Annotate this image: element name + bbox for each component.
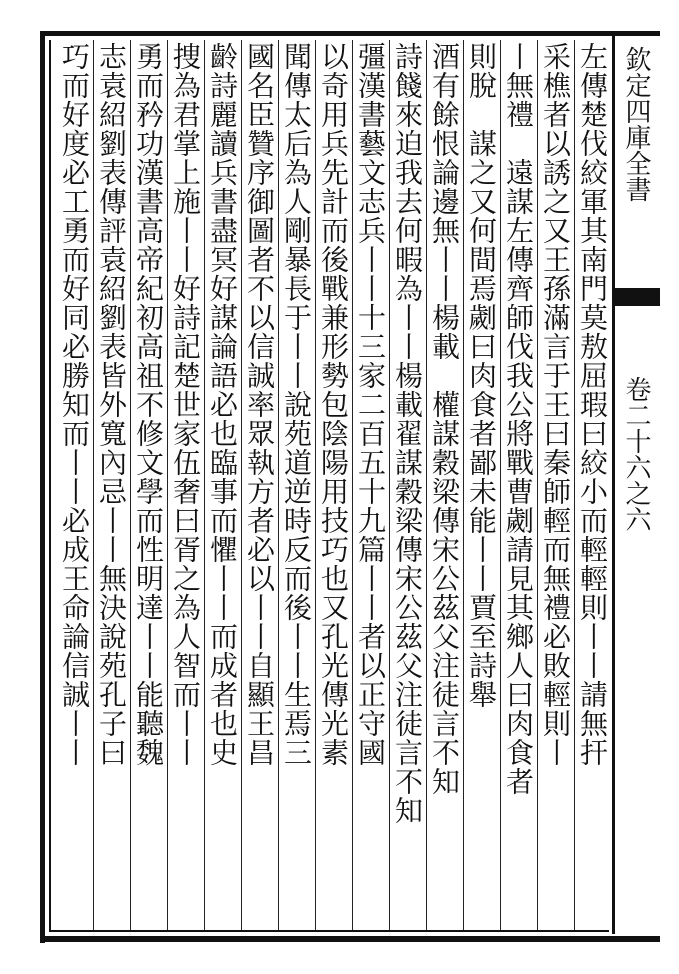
column-rule bbox=[537, 40, 538, 930]
column-rule bbox=[93, 40, 94, 930]
column-rule bbox=[352, 40, 353, 930]
text-column-14: 志袁紹劉表傳評袁紹劉表皆外寬內忌丨丨無決說苑孔子曰 bbox=[95, 42, 128, 767]
text-column-11: 齡詩麗讀兵書盡冥好謀論語必也臨事而懼丨丨而成者也史 bbox=[206, 42, 239, 767]
text-column-15: 巧而好度必工勇而好同必勝知而丨丨必成王命論信誠丨丨 bbox=[58, 42, 91, 767]
column-rule bbox=[463, 40, 464, 930]
column-rule bbox=[130, 40, 131, 930]
volume-label: 卷二十六之六 bbox=[621, 376, 651, 532]
text-column-9: 聞傳太后為人剛暴長于丨丨說苑道逆時反而後丨丨生焉三 bbox=[280, 42, 313, 767]
frame-top-border bbox=[40, 31, 660, 36]
column-rule bbox=[278, 40, 279, 930]
margin-rule bbox=[612, 36, 615, 934]
column-rule bbox=[500, 40, 501, 930]
column-rule bbox=[315, 40, 316, 930]
text-column-3: 丨無禮 遠謀左傳齊師伐我公將戰曹劌請見其鄉人曰肉食者 bbox=[502, 42, 535, 796]
text-column-13: 勇而矜功漢書高帝紀初高祖不修文學而性明達丨丨能聽魏 bbox=[132, 42, 165, 767]
book-title: 欽定四庫全書 bbox=[621, 46, 651, 202]
text-column-4: 則脫 謀之又何間焉劌曰肉食者鄙未能丨丨賈至詩舉 bbox=[465, 42, 498, 709]
page-margin bbox=[618, 46, 658, 926]
text-column-8: 以奇用兵先計而後戰兼形勢包陰陽用技巧也又孔光傳光素 bbox=[317, 42, 350, 767]
text-column-7: 彊漢書藝文志兵丨丨十三家二百五十九篇丨丨者以正守國 bbox=[354, 42, 387, 767]
frame-inner-left-line bbox=[49, 40, 51, 932]
frame-left-border bbox=[40, 31, 45, 943]
text-column-10: 國名臣贊序御圖者不以信誠率眾執方者必以丨丨自顯王昌 bbox=[243, 42, 276, 767]
column-rule bbox=[204, 40, 205, 930]
column-rule bbox=[574, 40, 575, 930]
text-column-6: 詩餞來迫我去何暇為丨丨楊載翟謀穀梁傳宋公茲父注徒言不知 bbox=[391, 42, 424, 825]
column-rule bbox=[241, 40, 242, 930]
text-column-5: 酒有餘恨論邊無丨丨楊載 權謀穀梁傳宋公茲父注徒言不知 bbox=[428, 42, 461, 796]
column-rule bbox=[389, 40, 390, 930]
text-column-2: 采樵者以誘之又王孫滿言于王曰秦師輕而無禮必敗輕則丨 bbox=[539, 42, 572, 767]
column-rule bbox=[167, 40, 168, 930]
frame-inner-bottom-line bbox=[49, 930, 609, 932]
text-column-12: 捜為君掌上施丨丨好詩記楚世家伍奢曰胥之為人智而丨丨 bbox=[169, 42, 202, 767]
text-column-1: 左傳楚伐絞軍其南門莫敖屈瑕曰絞小而輕輕則丨丨請無扞 bbox=[576, 42, 609, 767]
frame-bottom-border bbox=[40, 936, 660, 942]
column-rule bbox=[426, 40, 427, 930]
